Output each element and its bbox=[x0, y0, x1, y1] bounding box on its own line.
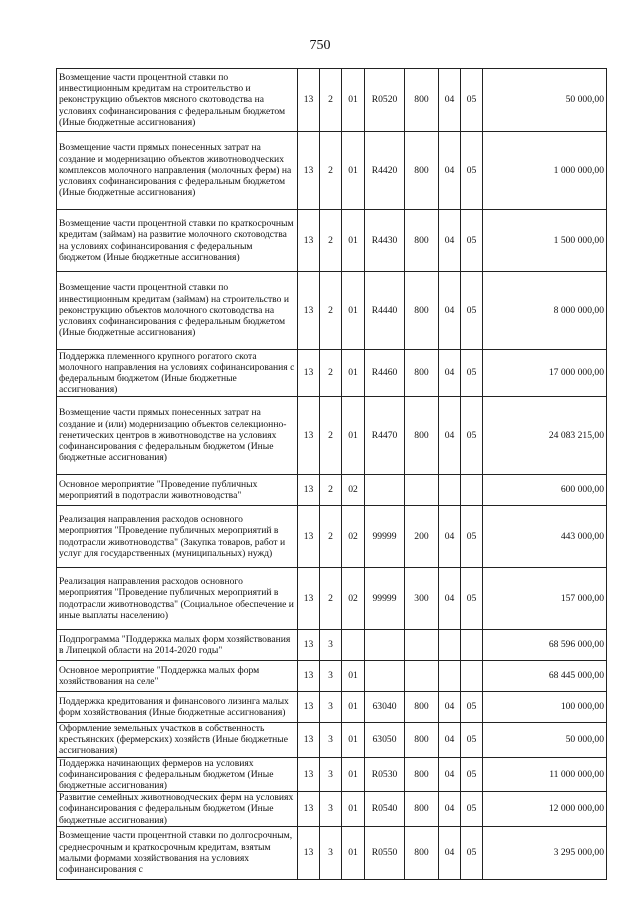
amount-cell: 11 000 000,00 bbox=[483, 757, 607, 792]
amount-cell: 8 000 000,00 bbox=[483, 272, 607, 350]
expense-type-code-cell bbox=[405, 630, 439, 661]
table-row bbox=[57, 757, 607, 792]
subprogram-code-cell: 3 bbox=[320, 792, 342, 827]
direction-code-cell bbox=[365, 475, 405, 506]
subsection-code-cell: 05 bbox=[461, 272, 483, 350]
expense-type-code-cell: 800 bbox=[405, 723, 439, 758]
direction-code-cell: R0550 bbox=[365, 826, 405, 879]
amount-cell: 68 445 000,00 bbox=[483, 661, 607, 692]
section-code-cell: 04 bbox=[439, 69, 461, 132]
direction-code-cell: R4430 bbox=[365, 210, 405, 272]
program-code-cell: 13 bbox=[298, 506, 320, 568]
expense-type-code-cell: 800 bbox=[405, 210, 439, 272]
expense-name-cell: Развитие семейных животноводческих ферм на условиях софинансирования с федеральным бюджетом (Иные бюджетные ассигнования) bbox=[57, 792, 298, 827]
amount-cell: 1 500 000,00 bbox=[483, 210, 607, 272]
main-activity-code-cell: 01 bbox=[342, 792, 365, 827]
expense-type-code-cell: 800 bbox=[405, 757, 439, 792]
subprogram-code-cell: 2 bbox=[320, 210, 342, 272]
subprogram-code-cell: 2 bbox=[320, 272, 342, 350]
expense-type-code-cell: 800 bbox=[405, 350, 439, 397]
table-row bbox=[57, 630, 607, 661]
expense-name-cell: Возмещение части прямых понесенных затрат на создание и модернизацию объектов животноводческих комплексов молочного направления (молочных ферм) на условиях софинансирования с федеральным бюджетом (Иные бюджетные ассигнования) bbox=[57, 132, 298, 210]
direction-code-cell: R4440 bbox=[365, 272, 405, 350]
section-code-cell: 04 bbox=[439, 723, 461, 758]
program-code-cell: 13 bbox=[298, 210, 320, 272]
subprogram-code-cell: 2 bbox=[320, 475, 342, 506]
program-code-cell: 13 bbox=[298, 661, 320, 692]
table-row bbox=[57, 397, 607, 475]
program-code-cell: 13 bbox=[298, 397, 320, 475]
amount-cell: 443 000,00 bbox=[483, 506, 607, 568]
expense-type-code-cell bbox=[405, 475, 439, 506]
main-activity-code-cell: 01 bbox=[342, 692, 365, 723]
expense-type-code-cell: 800 bbox=[405, 132, 439, 210]
section-code-cell bbox=[439, 475, 461, 506]
subsection-code-cell: 05 bbox=[461, 792, 483, 827]
expense-name-cell: Реализация направления расходов основного мероприятия "Проведение публичных мероприятий в подотрасли животноводства" (Социальное обеспечение и иные выплаты населению) bbox=[57, 568, 298, 630]
section-code-cell: 04 bbox=[439, 272, 461, 350]
table-row bbox=[57, 506, 607, 568]
section-code-cell: 04 bbox=[439, 792, 461, 827]
program-code-cell: 13 bbox=[298, 69, 320, 132]
subprogram-code-cell: 3 bbox=[320, 723, 342, 758]
subprogram-code-cell: 3 bbox=[320, 692, 342, 723]
main-activity-code-cell: 01 bbox=[342, 661, 365, 692]
program-code-cell: 13 bbox=[298, 757, 320, 792]
main-activity-code-cell: 01 bbox=[342, 723, 365, 758]
table-row bbox=[57, 210, 607, 272]
expense-type-code-cell: 800 bbox=[405, 792, 439, 827]
direction-code-cell bbox=[365, 630, 405, 661]
subprogram-code-cell: 2 bbox=[320, 397, 342, 475]
subprogram-code-cell: 3 bbox=[320, 630, 342, 661]
program-code-cell: 13 bbox=[298, 568, 320, 630]
expense-type-code-cell: 300 bbox=[405, 568, 439, 630]
amount-cell: 50 000,00 bbox=[483, 69, 607, 132]
subsection-code-cell: 05 bbox=[461, 506, 483, 568]
amount-cell: 17 000 000,00 bbox=[483, 350, 607, 397]
direction-code-cell: 63050 bbox=[365, 723, 405, 758]
direction-code-cell: 63040 bbox=[365, 692, 405, 723]
subprogram-code-cell: 2 bbox=[320, 568, 342, 630]
subsection-code-cell: 05 bbox=[461, 826, 483, 879]
program-code-cell: 13 bbox=[298, 723, 320, 758]
expense-type-code-cell: 800 bbox=[405, 692, 439, 723]
program-code-cell: 13 bbox=[298, 630, 320, 661]
main-activity-code-cell: 01 bbox=[342, 210, 365, 272]
page-number: 750 bbox=[309, 38, 331, 53]
subsection-code-cell bbox=[461, 475, 483, 506]
program-code-cell: 13 bbox=[298, 475, 320, 506]
subprogram-code-cell: 3 bbox=[320, 826, 342, 879]
subsection-code-cell: 05 bbox=[461, 757, 483, 792]
main-activity-code-cell: 01 bbox=[342, 132, 365, 210]
table-row bbox=[57, 272, 607, 350]
main-activity-code-cell: 02 bbox=[342, 568, 365, 630]
subprogram-code-cell: 2 bbox=[320, 69, 342, 132]
section-code-cell: 04 bbox=[439, 826, 461, 879]
section-code-cell: 04 bbox=[439, 210, 461, 272]
table-row bbox=[57, 692, 607, 723]
expense-name-cell: Основное мероприятие "Проведение публичных мероприятий в подотрасли животноводства" bbox=[57, 475, 298, 506]
section-code-cell: 04 bbox=[439, 568, 461, 630]
section-code-cell: 04 bbox=[439, 397, 461, 475]
subsection-code-cell: 05 bbox=[461, 69, 483, 132]
expense-name-cell: Поддержка начинающих фермеров на условиях софинансирования с федеральным бюджетом (Иные бюджетные ассигнования) bbox=[57, 757, 298, 792]
main-activity-code-cell bbox=[342, 630, 365, 661]
table-row bbox=[57, 69, 607, 132]
expense-name-cell: Возмещение части процентной ставки по инвестиционным кредитам (займам) на строительство и реконструкцию объектов молочного скотоводства на условиях софинансирования с федеральным бюджетом (Иные бюджетные ассигнования) bbox=[57, 272, 298, 350]
main-activity-code-cell: 01 bbox=[342, 350, 365, 397]
section-code-cell: 04 bbox=[439, 350, 461, 397]
expense-type-code-cell: 800 bbox=[405, 272, 439, 350]
subsection-code-cell: 05 bbox=[461, 350, 483, 397]
table-row bbox=[57, 661, 607, 692]
amount-cell: 600 000,00 bbox=[483, 475, 607, 506]
program-code-cell: 13 bbox=[298, 792, 320, 827]
expense-type-code-cell: 800 bbox=[405, 826, 439, 879]
budget-table bbox=[56, 68, 607, 880]
direction-code-cell: 99999 bbox=[365, 568, 405, 630]
program-code-cell: 13 bbox=[298, 132, 320, 210]
amount-cell: 24 083 215,00 bbox=[483, 397, 607, 475]
table-body bbox=[57, 69, 607, 880]
subsection-code-cell: 05 bbox=[461, 568, 483, 630]
section-code-cell bbox=[439, 630, 461, 661]
table-row bbox=[57, 350, 607, 397]
direction-code-cell: R4460 bbox=[365, 350, 405, 397]
main-activity-code-cell: 01 bbox=[342, 397, 365, 475]
expense-type-code-cell: 800 bbox=[405, 397, 439, 475]
subprogram-code-cell: 3 bbox=[320, 661, 342, 692]
table-row bbox=[57, 568, 607, 630]
subsection-code-cell: 05 bbox=[461, 397, 483, 475]
main-activity-code-cell: 02 bbox=[342, 475, 365, 506]
main-activity-code-cell: 01 bbox=[342, 272, 365, 350]
subprogram-code-cell: 2 bbox=[320, 350, 342, 397]
expense-name-cell: Возмещение части процентной ставки по краткосрочным кредитам (займам) на развитие молочного скотоводства на условиях софинансирования с федеральным бюджетом (Иные бюджетные ассигнования) bbox=[57, 210, 298, 272]
amount-cell: 68 596 000,00 bbox=[483, 630, 607, 661]
table-row bbox=[57, 826, 607, 879]
table-row bbox=[57, 792, 607, 827]
main-activity-code-cell: 01 bbox=[342, 69, 365, 132]
section-code-cell bbox=[439, 661, 461, 692]
program-code-cell: 13 bbox=[298, 692, 320, 723]
expense-name-cell: Основное мероприятие "Поддержка малых форм хозяйствования на селе" bbox=[57, 661, 298, 692]
program-code-cell: 13 bbox=[298, 826, 320, 879]
direction-code-cell: R4470 bbox=[365, 397, 405, 475]
program-code-cell: 13 bbox=[298, 272, 320, 350]
subprogram-code-cell: 2 bbox=[320, 506, 342, 568]
main-activity-code-cell: 02 bbox=[342, 506, 365, 568]
section-code-cell: 04 bbox=[439, 506, 461, 568]
amount-cell: 50 000,00 bbox=[483, 723, 607, 758]
expense-name-cell: Возмещение части прямых понесенных затрат на создание и (или) модернизацию объектов селекционно-генетических центров в животноводстве на условиях софинансирования с федеральным бюджетом (Иные бюджетные ассигнования) bbox=[57, 397, 298, 475]
direction-code-cell: R0520 bbox=[365, 69, 405, 132]
section-code-cell: 04 bbox=[439, 132, 461, 210]
subsection-code-cell bbox=[461, 661, 483, 692]
expense-name-cell: Возмещение части процентной ставки по долгосрочным, среднесрочным и краткосрочным кредитам, взятым малыми формами хозяйствования на условиях софинансирования с bbox=[57, 826, 298, 879]
direction-code-cell: R0540 bbox=[365, 792, 405, 827]
expense-type-code-cell bbox=[405, 661, 439, 692]
expense-type-code-cell: 800 bbox=[405, 69, 439, 132]
table-row bbox=[57, 132, 607, 210]
expense-name-cell: Поддержка племенного крупного рогатого скота молочного направления на условиях софинансирования с федеральным бюджетом (Иные бюджетные ассигнования) bbox=[57, 350, 298, 397]
program-code-cell: 13 bbox=[298, 350, 320, 397]
amount-cell: 100 000,00 bbox=[483, 692, 607, 723]
direction-code-cell: 99999 bbox=[365, 506, 405, 568]
section-code-cell: 04 bbox=[439, 692, 461, 723]
amount-cell: 157 000,00 bbox=[483, 568, 607, 630]
table-row bbox=[57, 723, 607, 758]
subsection-code-cell: 05 bbox=[461, 210, 483, 272]
direction-code-cell: R0530 bbox=[365, 757, 405, 792]
amount-cell: 1 000 000,00 bbox=[483, 132, 607, 210]
section-code-cell: 04 bbox=[439, 757, 461, 792]
subprogram-code-cell: 3 bbox=[320, 757, 342, 792]
expense-name-cell: Подпрограмма "Поддержка малых форм хозяйствования в Липецкой области на 2014-2020 годы" bbox=[57, 630, 298, 661]
expense-name-cell: Поддержка кредитования и финансового лизинга малых форм хозяйствования (Иные бюджетные ассигнования) bbox=[57, 692, 298, 723]
expense-name-cell: Реализация направления расходов основного мероприятия "Проведение публичных мероприятий в подотрасли животноводства" (Закупка товаров, работ и услуг для государственных (муниципальных) нужд) bbox=[57, 506, 298, 568]
expense-type-code-cell: 200 bbox=[405, 506, 439, 568]
direction-code-cell bbox=[365, 661, 405, 692]
subsection-code-cell: 05 bbox=[461, 723, 483, 758]
amount-cell: 3 295 000,00 bbox=[483, 826, 607, 879]
main-activity-code-cell: 01 bbox=[342, 757, 365, 792]
expense-name-cell: Оформление земельных участков в собственность крестьянских (фермерских) хозяйств (Иные бюджетные ассигнования) bbox=[57, 723, 298, 758]
amount-cell: 12 000 000,00 bbox=[483, 792, 607, 827]
subsection-code-cell: 05 bbox=[461, 692, 483, 723]
subsection-code-cell: 05 bbox=[461, 132, 483, 210]
subprogram-code-cell: 2 bbox=[320, 132, 342, 210]
direction-code-cell: R4420 bbox=[365, 132, 405, 210]
main-activity-code-cell: 01 bbox=[342, 826, 365, 879]
subsection-code-cell bbox=[461, 630, 483, 661]
expense-name-cell: Возмещение части процентной ставки по инвестиционным кредитам на строительство и реконструкцию объектов мясного скотоводства на условиях софинансирования с федеральным бюджетом (Иные бюджетные ассигнования) bbox=[57, 69, 298, 132]
table-row bbox=[57, 475, 607, 506]
